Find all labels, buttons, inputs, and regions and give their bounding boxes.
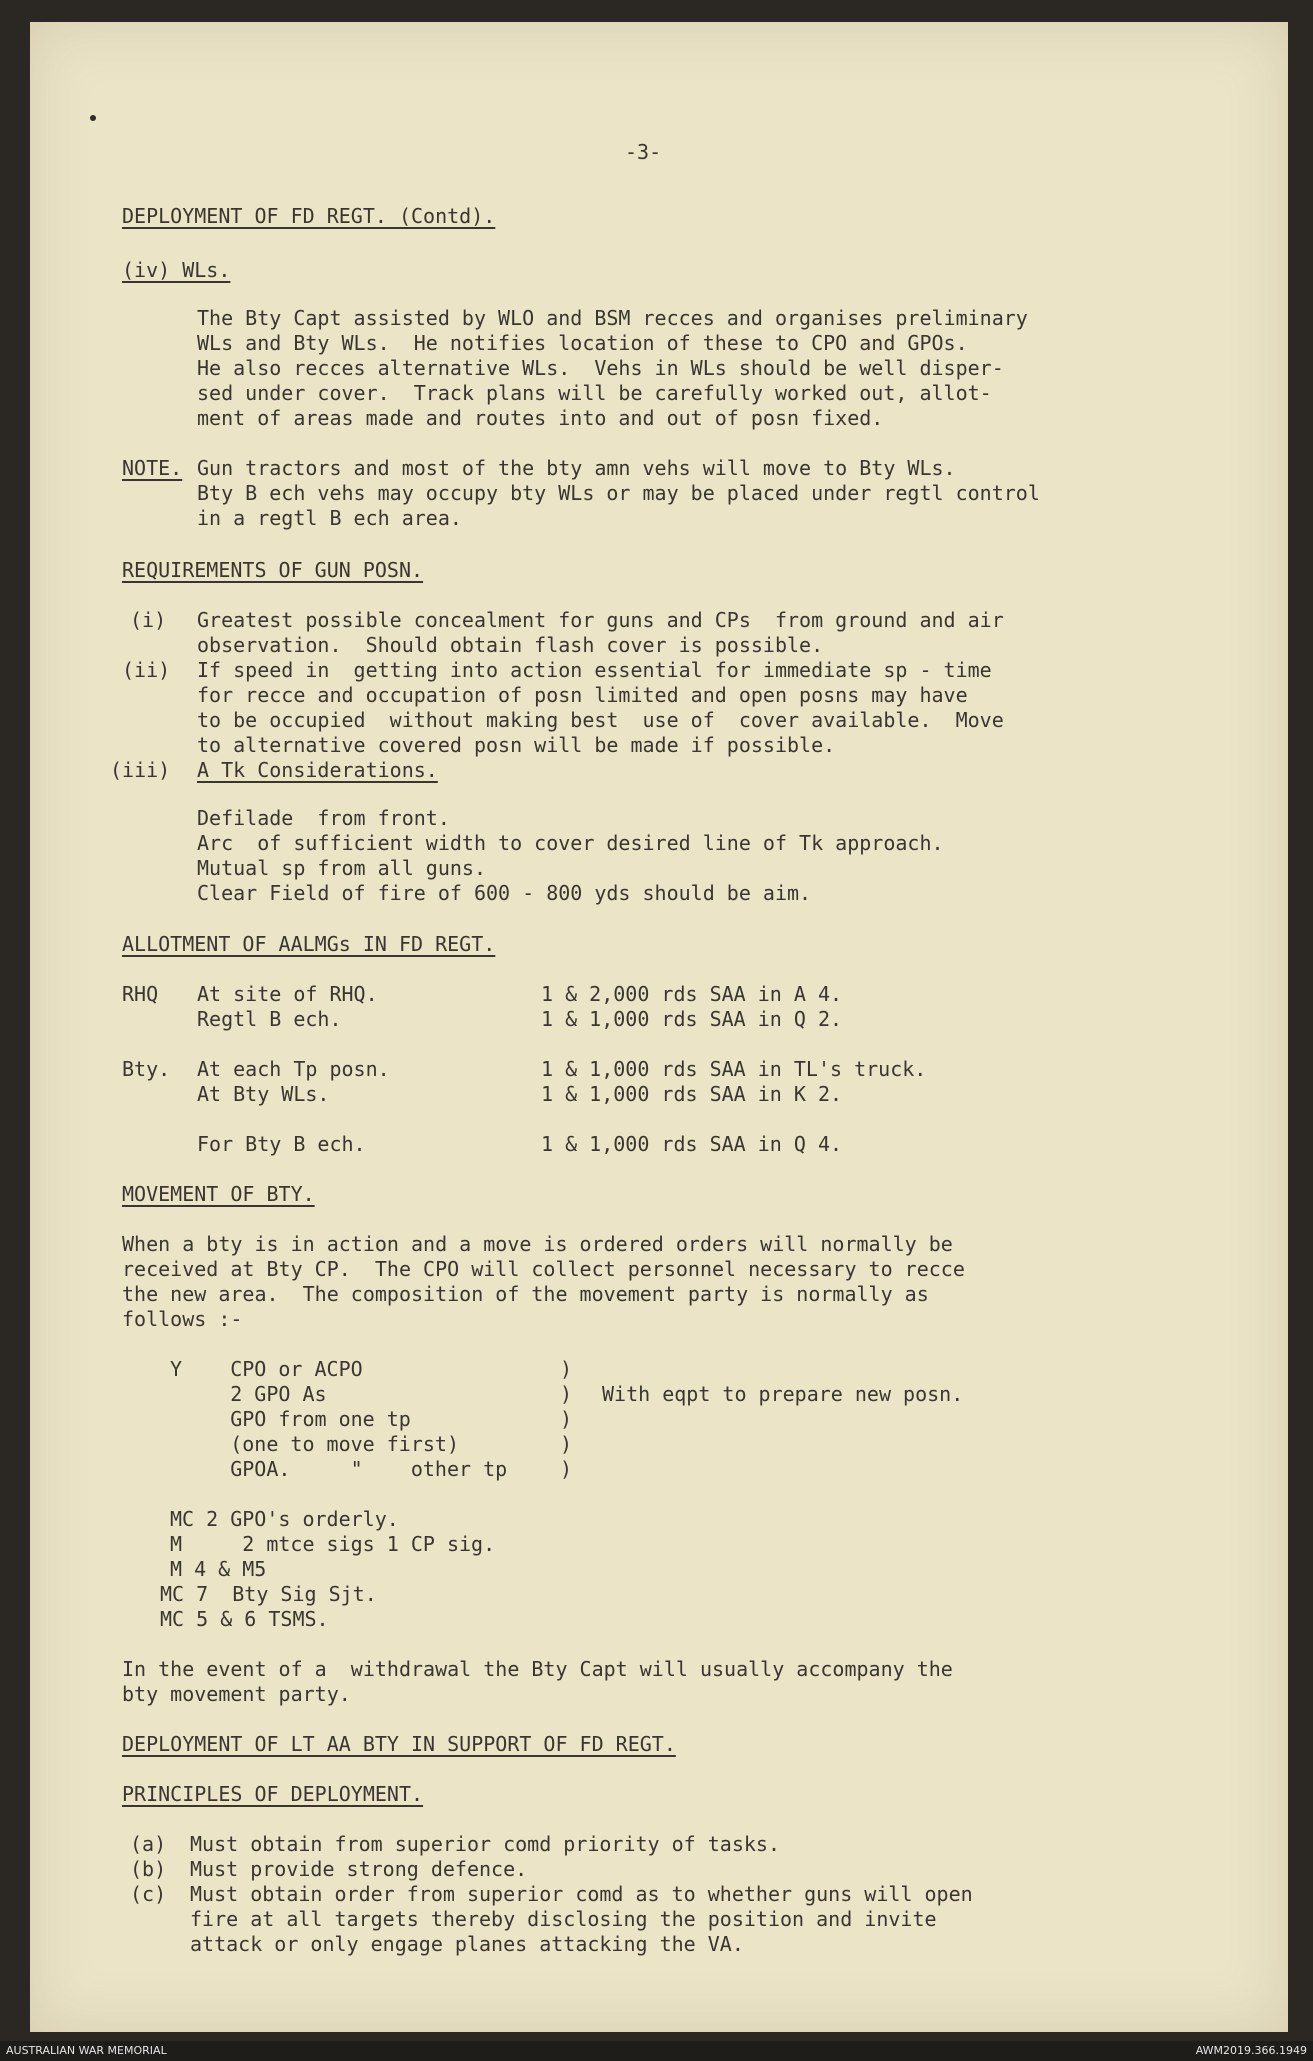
extra-line: MC 2 GPO's orderly. [170,1507,399,1531]
atk-line: Mutual sp from all guns. [197,856,486,880]
punch-mark [90,115,96,121]
document-page [30,22,1288,2032]
req-num: (i) [130,608,167,632]
aalmg-alloc: 1 & 1,000 rds SAA in K 2. [541,1082,843,1106]
principle-num: (a) [130,1832,167,1856]
aalmg-place: At each Tp posn. [197,1057,390,1081]
note-line: Bty B ech vehs may occupy bty WLs or may be placed under regtl control [197,481,1040,505]
party-line: 2 GPO As [170,1382,327,1406]
wls-line: The Bty Capt assisted by WLO and BSM recces and organises preliminary [197,306,1028,330]
note-line: in a regtl B ech area. [197,506,462,530]
withdrawal-line: bty movement party. [122,1682,351,1706]
req-line: to alternative covered posn will be made if possible. [197,733,836,757]
atk-line: Arc of sufficient width to cover desired line of Tk approach. [197,831,944,855]
req-num: (iii) [110,758,171,782]
wls-label: (iv) WLs. [122,258,231,282]
party-line: (one to move first) [170,1432,459,1456]
movement-line: When a bty is in action and a move is ordered orders will normally be [122,1232,953,1256]
aalmg-alloc: 1 & 2,000 rds SAA in A 4. [541,982,843,1006]
principle-line: Must provide strong defence. [190,1857,528,1881]
archive-footer [0,2041,1313,2061]
atk-line: Defilade from front. [197,806,450,830]
movement-line: follows :- [122,1307,243,1331]
wls-line: WLs and Bty WLs. He notifies location of these to CPO and GPOs. [197,331,968,355]
lt-aa-heading: DEPLOYMENT OF LT AA BTY IN SUPPORT OF FD REGT. [122,1732,676,1756]
note-line: Gun tractors and most of the bty amn vehs will move to Bty WLs. [197,456,956,480]
wls-line: sed under cover. Track plans will be carefully worked out, allot- [197,381,992,405]
aalmg-unit: Bty. [122,1057,171,1081]
party-line: GPOA. " other tp [170,1457,508,1481]
req-line: observation. Should obtain flash cover is possible. [197,633,824,657]
req-num: (ii) [122,658,171,682]
req-line: for recce and occupation of posn limited and open posns may have [197,683,968,707]
aalmg-alloc: 1 & 1,000 rds SAA in TL's truck. [541,1057,927,1081]
req-line: A Tk Considerations. [197,758,438,782]
party-brace: ) ) ) ) ) [560,1357,573,1481]
extra-line: M 4 & M5 [170,1557,267,1581]
movement-line: the new area. The composition of the movement party is normally as [122,1282,929,1306]
extra-line: MC 5 & 6 TSMS. [160,1607,329,1631]
wls-line: He also recces alternative WLs. Vehs in WLs should be well disper- [197,356,1004,380]
atk-line: Clear Field of fire of 600 - 800 yds should be aim. [197,881,812,905]
footer-accession: AWM2019.366.1949 [1195,2044,1307,2057]
aalmg-place: At Bty WLs. [197,1082,330,1106]
aalmg-alloc: 1 & 1,000 rds SAA in Q 2. [541,1007,843,1031]
aalmg-place: For Bty B ech. [197,1132,366,1156]
party-note: With eqpt to prepare new posn. [602,1382,964,1406]
principle-line: attack or only engage planes attacking the VA. [190,1932,744,1956]
principle-num: (c) [130,1882,167,1906]
requirements-heading: REQUIREMENTS OF GUN POSN. [122,558,424,582]
withdrawal-line: In the event of a withdrawal the Bty Capt will usually accompany the [122,1657,953,1681]
aalmg-place: At site of RHQ. [197,982,378,1006]
principle-line: Must obtain from superior comd priority of tasks. [190,1832,781,1856]
principle-num: (b) [130,1857,167,1881]
aalmg-unit: RHQ [122,982,159,1006]
aalmg-place: Regtl B ech. [197,1007,342,1031]
party-line: GPO from one tp [170,1407,411,1431]
aalmg-heading: ALLOTMENT OF AALMGs IN FD REGT. [122,932,496,956]
principle-line: Must obtain order from superior comd as to whether guns will open [190,1882,973,1906]
principle-line: fire at all targets thereby disclosing the position and invite [190,1907,937,1931]
req-line: to be occupied without making best use of cover available. Move [197,708,1004,732]
party-line: Y CPO or ACPO [170,1357,363,1381]
section-title: DEPLOYMENT OF FD REGT. (Contd). [122,204,496,228]
wls-line: ment of areas made and routes into and out of posn fixed. [197,406,884,430]
note-label: NOTE. [122,456,183,480]
principles-heading: PRINCIPLES OF DEPLOYMENT. [122,1782,424,1806]
aalmg-alloc: 1 & 1,000 rds SAA in Q 4. [541,1132,843,1156]
extra-line: M 2 mtce sigs 1 CP sig. [170,1532,496,1556]
footer-institution: AUSTRALIAN WAR MEMORIAL [6,2044,167,2057]
movement-line: received at Bty CP. The CPO will collect personnel necessary to recce [122,1257,965,1281]
req-line: Greatest possible concealment for guns and CPs from ground and air [197,608,1004,632]
req-line: If speed in getting into action essential for immediate sp - time [197,658,992,682]
extra-line: MC 7 Bty Sig Sjt. [160,1582,377,1606]
movement-heading: MOVEMENT OF BTY. [122,1182,315,1206]
page-number: -3- [625,140,662,164]
